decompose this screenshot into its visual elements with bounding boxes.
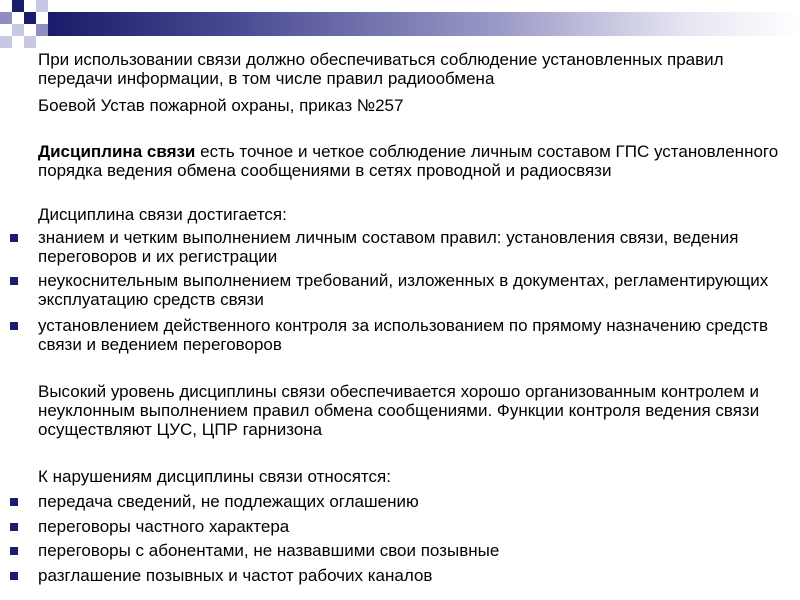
list-item-text: переговоры частного характера [38, 517, 290, 536]
violations-heading: К нарушениям дисциплины связи относятся: [38, 467, 391, 486]
square-bullet-icon [10, 277, 18, 285]
header-decoration [0, 0, 800, 48]
list-item-text: знанием и четким выполнением личным составом правил: установления связи, ведения переговоров и их регистрации [38, 228, 739, 266]
list-item-text: разглашение позывных и частот рабочих каналов [38, 566, 433, 585]
list-item-text: передача сведений, не подлежащих оглашению [38, 492, 419, 511]
intro-paragraph: При использовании связи должно обеспечиваться соблюдение установленных правил передачи информации, в том числе правил радиообмена [38, 50, 724, 88]
square-bullet-icon [10, 523, 18, 531]
header-square [12, 24, 24, 36]
square-bullet-icon [10, 322, 18, 330]
square-bullet-icon [10, 547, 18, 555]
definition-term: Дисциплина связи [38, 142, 196, 161]
header-square [0, 12, 12, 24]
list-item-text: установлением действенного контроля за использованием по прямому назначению средств связи и ведением переговоров [38, 316, 769, 354]
discipline-heading: Дисциплина связи достигается: [38, 205, 287, 224]
header-gradient-bar [48, 12, 800, 36]
control-paragraph: Высокий уровень дисциплины связи обеспечивается хорошо организованным контролем и неуклонным выполнением правил обмена сообщениями. Функции контроля ведения связи осуществляют ЦУС, ЦПР гарнизона [38, 382, 760, 439]
header-square [36, 24, 48, 36]
list-item-text: неукоснительным выполнением требований, изложенных в документах, регламентирующих эксплуатацию средств связи [38, 271, 769, 309]
header-square [36, 0, 48, 12]
square-bullet-icon [10, 572, 18, 580]
reference-line: Боевой Устав пожарной охраны, приказ №257 [38, 96, 404, 115]
square-bullet-icon [10, 498, 18, 506]
header-square [24, 36, 36, 48]
square-bullet-icon [10, 234, 18, 242]
definition-text: есть точное и четкое соблюдение личным составом ГПС установленного порядка ведения обмена сообщениями в сетях проводной и радиосвязи [38, 142, 779, 180]
header-square [12, 0, 24, 12]
list-item-text: переговоры с абонентами, не назвавшими свои позывные [38, 541, 500, 560]
definition-paragraph [38, 142, 783, 180]
header-square [24, 12, 36, 24]
header-square [0, 36, 12, 48]
